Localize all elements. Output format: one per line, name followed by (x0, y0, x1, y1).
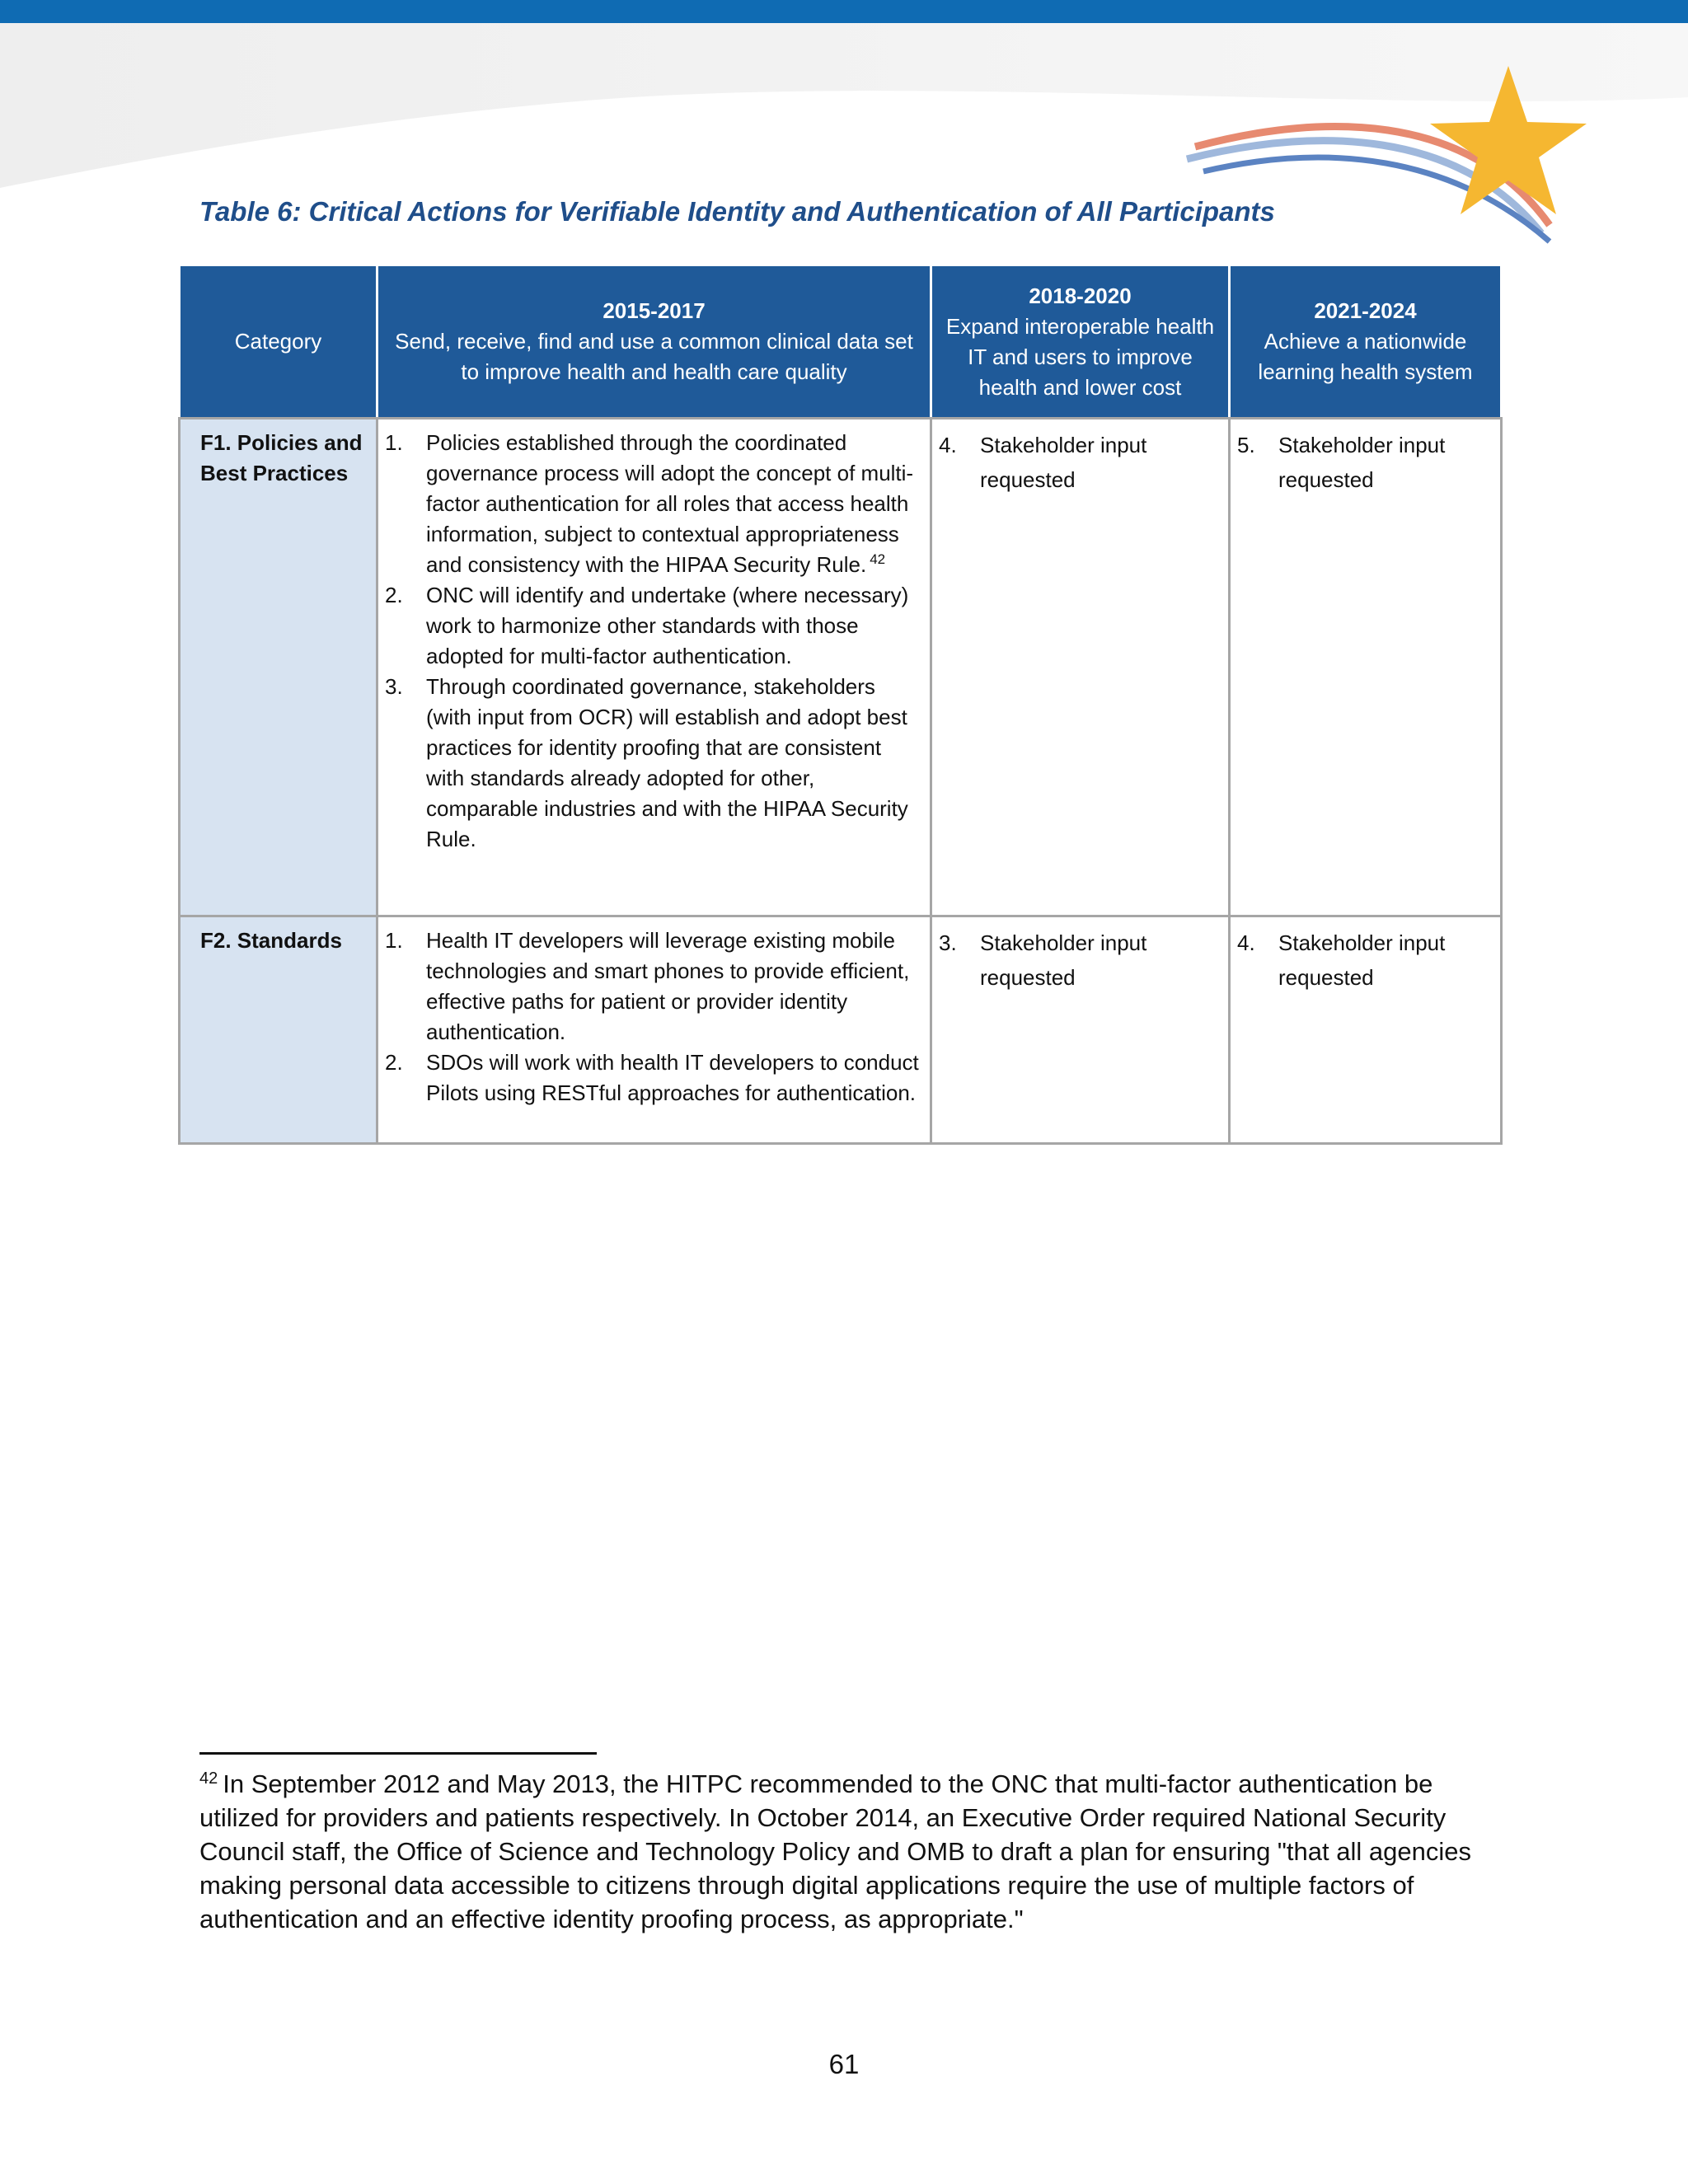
header-2021-2024 (1230, 265, 1502, 419)
critical-actions-table (178, 264, 1503, 1145)
header-years: 2021-2024 (1314, 298, 1417, 323)
header-years: 2015-2017 (603, 298, 706, 323)
item-text: Policies established through the coordinated governance process will adopt the concept of multi-factor authentication for all roles that access health information, subject to contextual appropriateness and consistency with the HIPAA Security Rule. (426, 430, 914, 577)
category-cell: F1. Policies and Best Practices (180, 419, 377, 916)
item-number: 4. (939, 433, 957, 457)
header-2015-2017 (377, 265, 931, 419)
item-text: Health IT developers will leverage existing mobile technologies and smart phones to provide efficient, effective paths for patient or provider identity authentication. (426, 928, 910, 1044)
footnote-text: In September 2012 and May 2013, the HITPC recommended to the ONC that multi-factor authentication be utilized for providers and patients respectively. In October 2014, an Executive Order required National Security Council staff, the Office of Science and Technology Policy and OMB to draft a plan for ensuring "that all agencies making personal data accessible to citizens through digital applications require the use of multiple factors of authentication and an effective identity proofing process, as appropriate." (199, 1769, 1471, 1933)
list-item (385, 926, 921, 1047)
item-text: Through coordinated governance, stakeholders (with input from OCR) will establish and adopt best practices for identity proofing that are consistent with standards already adopted for other, comparable industries and with the HIPAA Security Rule. (426, 674, 908, 851)
page-number: 61 (828, 2049, 860, 2079)
header-category-label: Category (234, 329, 322, 354)
list-item (1237, 926, 1492, 995)
table-header-row (180, 265, 1502, 419)
header-2018-2020 (931, 265, 1230, 419)
item-number: 5. (1237, 433, 1255, 457)
list-item (1237, 428, 1492, 497)
actions-2015-2017-cell (377, 419, 931, 916)
table-title: Table 6: Critical Actions for Verifiable Identity and Authentication of All Participants (199, 196, 1275, 227)
item-number: 2. (385, 583, 403, 607)
header-category (180, 265, 377, 419)
footnote-reference[interactable]: 42 (870, 551, 886, 568)
list-item (385, 580, 921, 672)
item-number: 1. (385, 430, 403, 455)
item-number: 1. (385, 928, 403, 953)
list-item (939, 926, 1220, 995)
footnote-marker: 42 (199, 1769, 218, 1788)
actions-2021-2024-cell (1230, 916, 1502, 1144)
actions-2021-2024-cell (1230, 419, 1502, 916)
item-number: 2. (385, 1050, 403, 1075)
list-item (385, 672, 921, 855)
actions-2018-2020-cell (931, 419, 1230, 916)
category-cell: F2. Standards (180, 916, 377, 1144)
list-item (385, 1047, 921, 1108)
actions-2015-2017-cell (377, 916, 931, 1144)
header-subtitle: Achieve a nationwide learning health system (1258, 329, 1473, 384)
top-banner-bar (0, 0, 1688, 23)
item-text: Stakeholder input requested (980, 930, 1147, 990)
table-row (180, 419, 1502, 916)
list-item (385, 428, 921, 580)
item-text: Stakeholder input requested (1278, 930, 1446, 990)
header-subtitle: Expand interoperable health IT and users to improve health and lower cost (945, 313, 1215, 400)
header-years: 2018-2020 (1029, 283, 1132, 308)
item-number: 3. (385, 674, 403, 699)
item-number: 3. (939, 930, 957, 955)
table-row (180, 916, 1502, 1144)
header-subtitle: Send, receive, find and use a common clinical data set to improve health and health care quality (395, 329, 913, 384)
footnote (199, 1767, 1485, 1936)
item-text: Stakeholder input requested (980, 433, 1147, 492)
item-text: Stakeholder input requested (1278, 433, 1446, 492)
list-item (939, 428, 1220, 497)
footnote-divider (199, 1752, 597, 1755)
item-number: 4. (1237, 930, 1255, 955)
item-text: ONC will identify and undertake (where necessary) work to harmonize other standards with those adopted for multi-factor authentication. (426, 583, 909, 668)
actions-2018-2020-cell (931, 916, 1230, 1144)
item-text: SDOs will work with health IT developers to conduct Pilots using RESTful approaches for authentication. (426, 1050, 919, 1105)
